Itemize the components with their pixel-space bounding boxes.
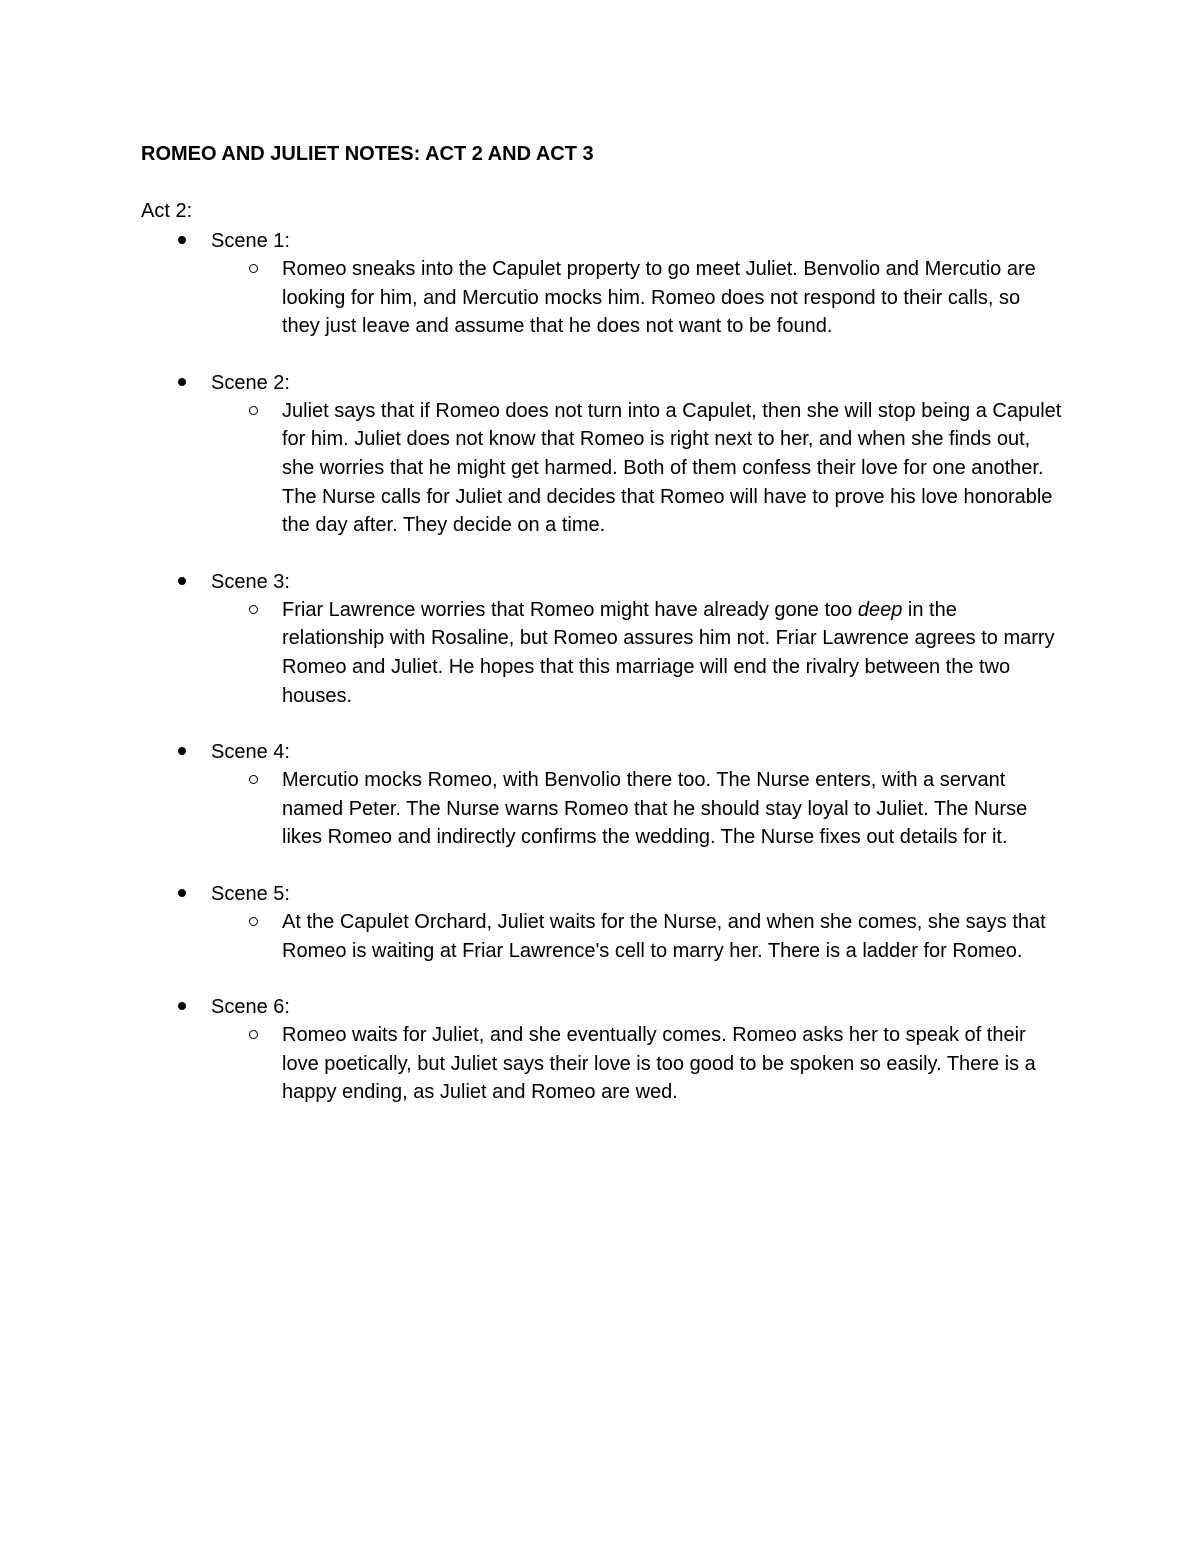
filled-bullet-icon <box>178 1002 186 1010</box>
hollow-bullet-icon <box>249 917 258 926</box>
scene-heading <box>0 369 1200 397</box>
scene-label: Scene 4: <box>211 741 290 764</box>
scene-list <box>0 227 1200 1135</box>
filled-bullet-icon <box>178 747 186 755</box>
scene-item <box>0 369 1200 540</box>
hollow-bullet-icon <box>249 406 258 415</box>
filled-bullet-icon <box>178 889 186 897</box>
scene-note <box>0 255 1062 341</box>
scene-note-text: Mercutio mocks Romeo, with Benvolio there too. The Nurse enters, with a servant named Peter. The Nurse warns Romeo that he should stay loyal to Juliet. The Nurse likes Romeo and indirectly confirms the wedding. The Nurse fixes out details for it. <box>282 769 1028 849</box>
scene-note-text: Juliet says that if Romeo does not turn into a Capulet, then she will stop being a Capulet for him. Juliet does not know that Romeo is right next to her, and when she finds out, she worries that he might get harmed. Both of them confess their love for one another. The Nurse calls for Juliet and decides that Romeo will have to prove his love honorable the day after. They decide on a time. <box>282 399 1062 537</box>
scene-note <box>0 908 1062 965</box>
scene-label: Scene 5: <box>211 882 290 905</box>
scene-note <box>0 1021 1062 1107</box>
scene-item <box>0 738 1200 852</box>
scene-heading <box>0 568 1200 596</box>
note-text-part: in the relationship with Rosaline, but Romeo assures him not. Friar Lawrence agrees to marry Romeo and Juliet. He hopes that this marriage will end the rivalry between the two houses. <box>282 598 1055 707</box>
scene-label: Scene 6: <box>211 996 290 1019</box>
document-title: ROMEO AND JULIET NOTES: ACT 2 AND ACT 3 <box>141 143 594 165</box>
scene-heading <box>0 227 1200 255</box>
hollow-bullet-icon <box>249 775 258 784</box>
filled-bullet-icon <box>178 378 186 386</box>
scene-label: Scene 2: <box>211 371 290 394</box>
scene-note-text: At the Capulet Orchard, Juliet waits for the Nurse, and when she comes, she says that Romeo is waiting at Friar Lawrence's cell to marry her. There is a ladder for Romeo. <box>282 910 1046 962</box>
scene-heading <box>0 880 1200 908</box>
scene-heading <box>0 738 1200 766</box>
hollow-bullet-icon <box>249 1030 258 1039</box>
hollow-bullet-icon <box>249 264 258 273</box>
scene-note <box>0 766 1062 852</box>
emphasized-word: deep <box>857 598 903 621</box>
scene-item <box>0 568 1200 710</box>
note-text-part: Friar Lawrence worries that Romeo might have already gone too <box>282 598 858 621</box>
scene-note <box>0 397 1062 540</box>
scene-note-text: Romeo sneaks into the Capulet property to go meet Juliet. Benvolio and Mercutio are looking for him, and Mercutio mocks him. Romeo does not respond to their calls, so they just leave and assume that he does not want to be found. <box>282 258 1036 338</box>
filled-bullet-icon <box>178 577 186 585</box>
hollow-bullet-icon <box>249 605 258 614</box>
scene-item <box>0 227 1200 341</box>
scene-item <box>0 880 1200 965</box>
scene-label: Scene 1: <box>211 230 290 252</box>
scene-note-text: Romeo waits for Juliet, and she eventually comes. Romeo asks her to speak of their love poetically, but Juliet says their love is too good to be spoken so easily. There is a happy ending, as Juliet and Romeo are wed. <box>282 1024 1036 1104</box>
act-heading: Act 2: <box>141 200 193 222</box>
filled-bullet-icon <box>178 236 186 244</box>
scene-note-text <box>282 596 1062 710</box>
scene-label: Scene 3: <box>211 570 290 593</box>
scene-item <box>0 993 1200 1107</box>
scene-heading <box>0 993 1200 1021</box>
scene-note <box>0 596 1062 710</box>
